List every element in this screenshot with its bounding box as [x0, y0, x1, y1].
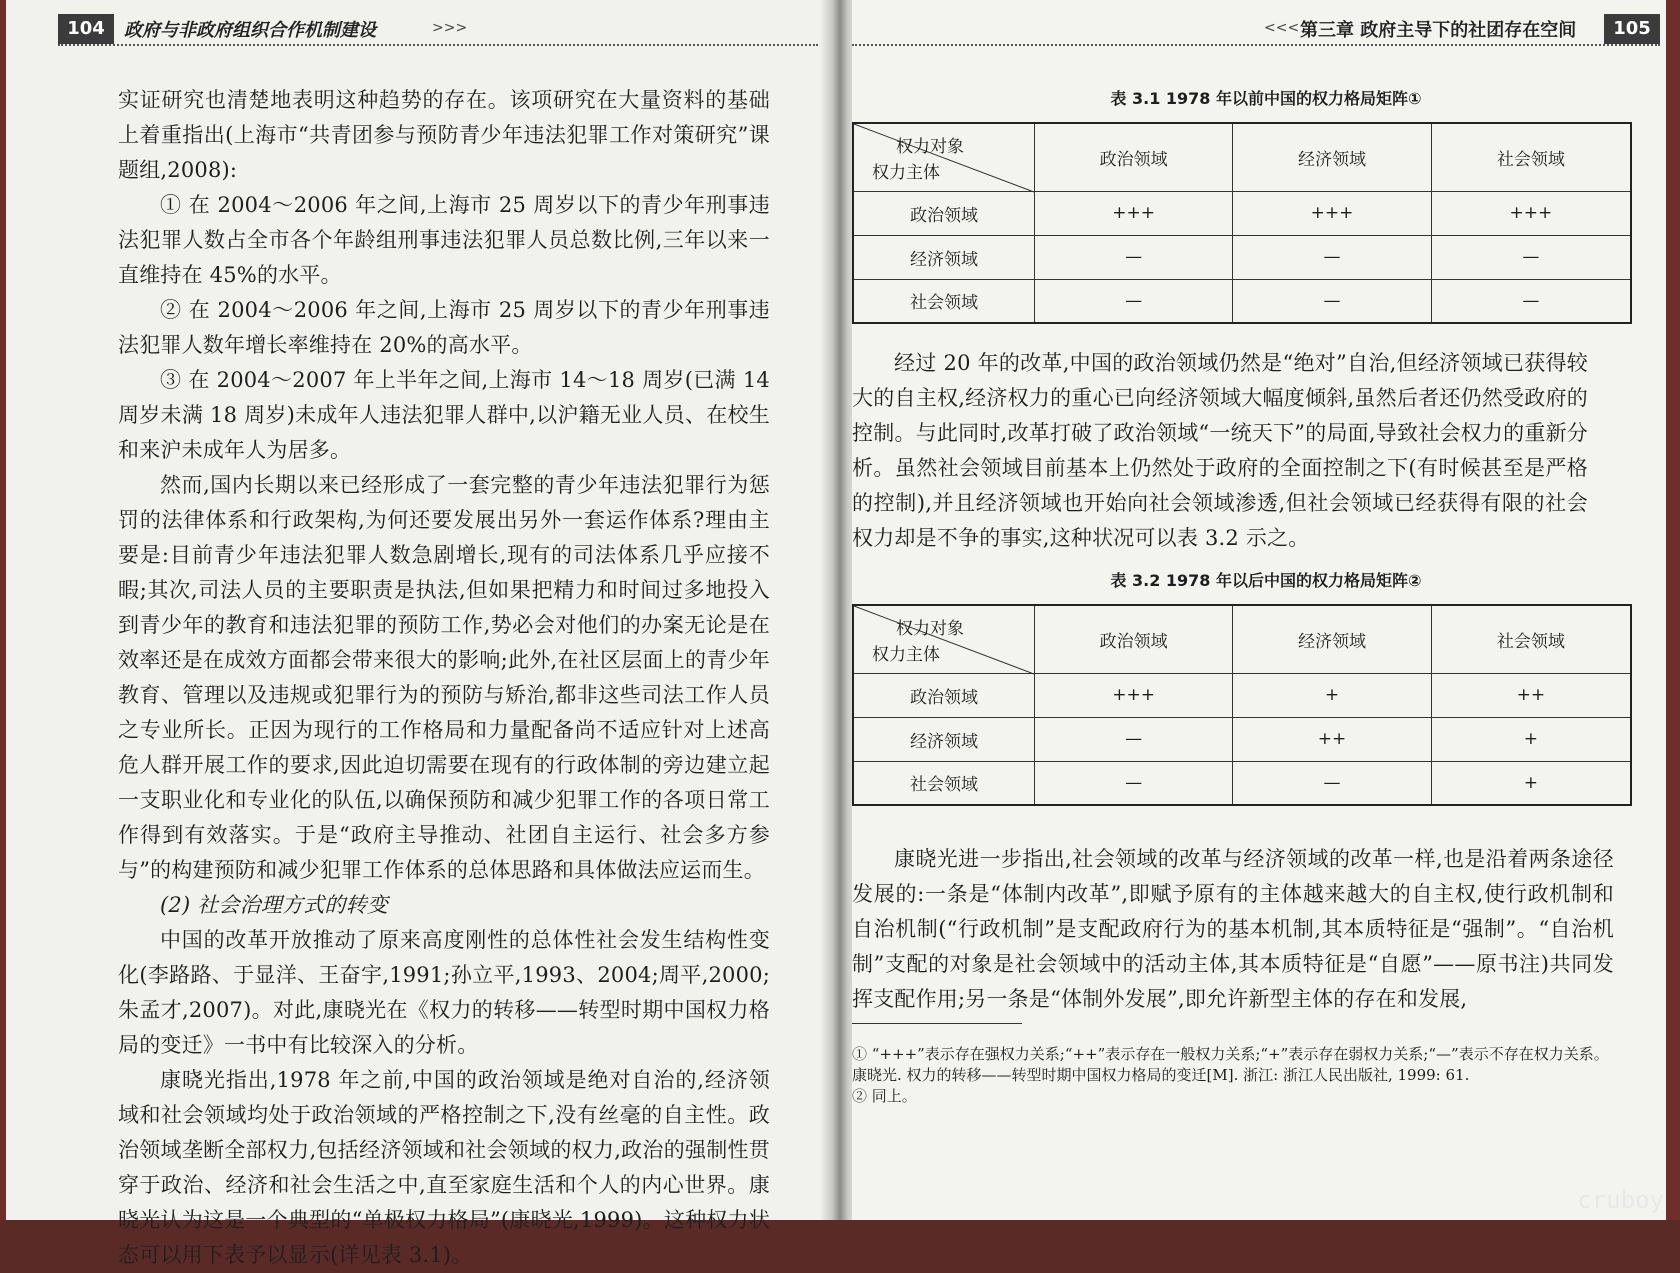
row-header: 社会领域 — [853, 279, 1035, 323]
list-item: ② 在 2004～2006 年之间,上海市 25 周岁以下的青少年刑事违法犯罪人数年增长率维持在 20%的高水平。 — [118, 298, 770, 357]
paragraph: 经过 20 年的改革,中国的政治领域仍然是“绝对”自治,但经济领域已获得较大的自主权,经济权力的重心已向经济领域大幅度倾斜,虽然后者还仍然受政府的控制。与此同时,改革打破了政治领域“一统天下”的局面,导致社会权力的重新分析。虽然社会领域目前基本上仍然处于政府的全面控制之下(有时候甚至是严格的控制),并且经济领域也开始向社会领域渗透,但社会领域已经获得有限的社会权力却是不争的事实,这种状况可以表 3.2 示之。 — [852, 351, 1588, 550]
paragraph: 中国的改革开放推动了原来高度刚性的总体性社会发生结构性变化(李路路、于显洋、王奋宇,1991;孙立平,1993、2004;周平,2000;朱孟才,2007)。对此,康晓光在《权力的转移——转型时期中国权力格局的变迁》一书中有比较深入的分析。 — [118, 928, 770, 1057]
footnotes — [852, 1044, 1612, 1107]
table-cell: — — [1035, 279, 1233, 323]
table1-caption: 表 3.1 1978 年以前中国的权力格局矩阵① — [1110, 89, 1422, 108]
column-header: 经济领域 — [1233, 123, 1431, 191]
left-body — [118, 83, 770, 1273]
table-row — [853, 717, 1631, 761]
table2 — [852, 604, 1632, 806]
table-cell: — — [1233, 761, 1431, 805]
table-cell: — — [1035, 761, 1233, 805]
table-cell: +++ — [1035, 191, 1233, 235]
table-cell: ++ — [1233, 717, 1431, 761]
table-row — [853, 191, 1631, 235]
table-cell: +++ — [1233, 191, 1431, 235]
column-header: 社会领域 — [1431, 123, 1631, 191]
table-cell: — — [1035, 717, 1233, 761]
footnote: ① “+++”表示存在强权力关系;“++”表示存在一般权力关系;“+”表示存在弱权力关系;“—”表示不存在权力关系。 — [852, 1045, 1609, 1063]
table-cell: + — [1431, 761, 1631, 805]
table-cell: + — [1233, 673, 1431, 717]
row-header: 经济领域 — [853, 717, 1035, 761]
corner-label-top: 权力对象 — [896, 137, 964, 157]
right-page — [852, 0, 1680, 1220]
book-title: 政府与非政府组织合作机制建设 — [124, 20, 376, 41]
table1-corner — [853, 123, 1035, 191]
table-cell: +++ — [1431, 191, 1631, 235]
table-row — [853, 761, 1631, 805]
table-cell: — — [1233, 279, 1431, 323]
table-cell: — — [1233, 235, 1431, 279]
list-item: ③ 在 2004～2007 年上半年之间,上海市 14～18 周岁(已满 14 周岁未满 18 周岁)未成年人违法犯罪人群中,以沪籍无业人员、在校生和来沪未成年人为居多。 — [118, 368, 770, 462]
footnote-rule — [852, 1023, 1022, 1024]
paragraph: 实证研究也清楚地表明这种趋势的存在。该项研究在大量资料的基础上着重指出(上海市“共青团参与预防青少年违法犯罪工作对策研究”课题组,2008): — [118, 88, 770, 182]
table-cell: ++ — [1431, 673, 1631, 717]
column-header: 政治领域 — [1035, 123, 1233, 191]
right-edge — [1666, 0, 1680, 1220]
right-header-mark: <<< — [1264, 20, 1300, 36]
table-cell: — — [1431, 235, 1631, 279]
paragraph: 康晓光指出,1978 年之前,中国的政治领域是绝对自治的,经济领域和社会领域均处于政治领域的严格控制之下,没有丝毫的自主性。政治领域垄断全部权力,包括经济领域和社会领域的权力,政治的强制性贯穿于政治、经济和社会生活之中,直至家庭生活和个人的内心世界。康晓光认为这是一个典型的“单极权力格局”(康晓光,1999)。这种权力状态可以用下表予以显示(详见表 3.1)。 — [118, 1068, 770, 1267]
column-header: 政治领域 — [1035, 605, 1233, 673]
row-header: 经济领域 — [853, 235, 1035, 279]
right-header — [852, 14, 1680, 44]
corner-label-top: 权力对象 — [896, 619, 964, 639]
table-row — [853, 673, 1631, 717]
corner-label-bottom: 权力主体 — [872, 162, 940, 183]
watermark: cruboy — [1577, 1186, 1664, 1214]
table2-corner — [853, 605, 1035, 673]
list-item: ① 在 2004～2006 年之间,上海市 25 周岁以下的青少年刑事违法犯罪人数占全市各个年龄组刑事违法犯罪人员总数比例,三年以来一直维持在 45%的水平。 — [118, 193, 770, 287]
table-row — [853, 279, 1631, 323]
row-header: 政治领域 — [853, 191, 1035, 235]
left-edge — [0, 0, 6, 1220]
right-body-1 — [852, 346, 1588, 556]
right-page-number: 105 — [1604, 14, 1660, 44]
left-page-number: 104 — [58, 14, 114, 44]
chapter-title: 第三章 政府主导下的社团存在空间 — [1300, 20, 1577, 41]
table1 — [852, 122, 1632, 324]
footnote: ② 同上。 — [852, 1087, 917, 1105]
footnote: 康晓光. 权力的转移——转型时期中国权力格局的变迁[M]. 浙江: 浙江人民出版社, 1999: 61. — [852, 1066, 1470, 1084]
table-cell: + — [1431, 717, 1631, 761]
paragraph: 然而,国内长期以来已经形成了一套完整的青少年违法犯罪行为惩罚的法律体系和行政架构,为何还要发展出另外一套运作体系?理由主要是:目前青少年违法犯罪人数急剧增长,现有的司法体系几乎应接不暇;其次,司法人员的主要职责是执法,但如果把精力和时间过多地投入到青少年的教育和违法犯罪的预防工作,势必会对他们的办案无论是在效率还是在成效方面都会带来很大的影响;此外,在社区层面上的青少年教育、管理以及违规或犯罪行为的预防与矫治,都非这些司法工作人员之专业所长。正因为现行的工作格局和力量配备尚不适应针对上述高危人群开展工作的要求,因此迫切需要在现有的行政体制的旁边建立起一支职业化和专业化的队伍,以确保预防和减少犯罪工作的各项日常工作得到有效落实。于是“政府主导推动、社团自主运行、社会多方参与”的构建预防和减少犯罪工作体系的总体思路和具体做法应运而生。 — [118, 473, 770, 882]
section-subheading: (2) 社会治理方式的转变 — [160, 893, 389, 917]
corner-label-bottom: 权力主体 — [872, 644, 940, 665]
right-body-2 — [852, 842, 1614, 1017]
table-cell: +++ — [1035, 673, 1233, 717]
paragraph: 康晓光进一步指出,社会领域的改革与经济领域的改革一样,也是沿着两条途径发展的:一条是“体制内改革”,即赋予原有的主体越来越大的自主权,使行政机制和自治机制(“行政机制”是支配政府行为的基本机制,其本质特征是“强制”。“自治机制”支配的对象是社会领域中的活动主体,其本质特征是“自愿”——原书注)共同发挥支配作用;另一条是“体制外发展”,即允许新型主体的存在和发展, — [852, 847, 1614, 1011]
row-header: 政治领域 — [853, 673, 1035, 717]
table-cell: — — [1431, 279, 1631, 323]
left-page — [0, 0, 828, 1267]
left-header-mark: >>> — [432, 20, 468, 36]
column-header: 社会领域 — [1431, 605, 1631, 673]
column-header: 经济领域 — [1233, 605, 1431, 673]
right-header-rule — [852, 44, 1660, 46]
left-header-rule — [58, 44, 818, 46]
table-row — [853, 235, 1631, 279]
table-cell: — — [1035, 235, 1233, 279]
row-header: 社会领域 — [853, 761, 1035, 805]
left-header — [58, 14, 818, 44]
table2-caption: 表 3.2 1978 年以后中国的权力格局矩阵② — [1110, 571, 1422, 590]
